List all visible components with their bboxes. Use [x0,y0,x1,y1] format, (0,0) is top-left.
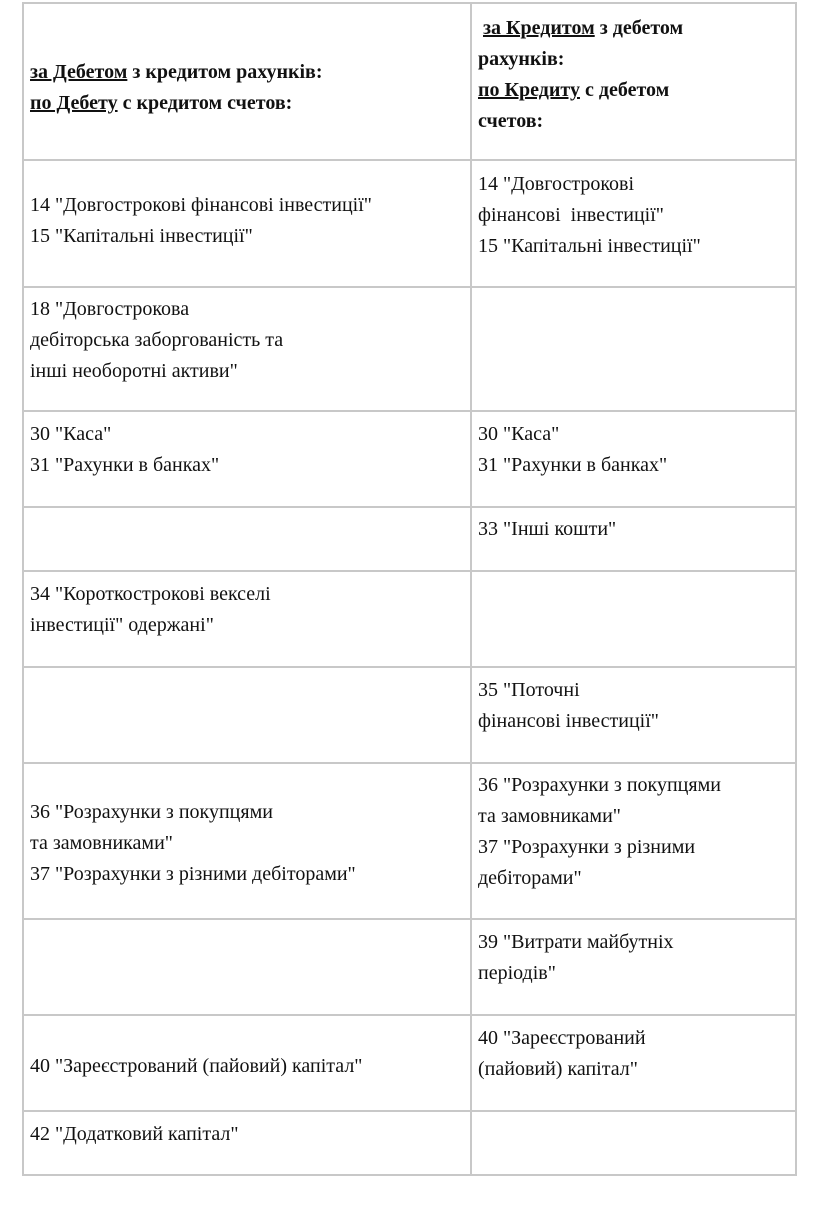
credit-cell [471,507,796,571]
account-line: (пайовий) капітал" [478,1058,638,1080]
account-line: 34 "Короткострокові векселі [30,583,271,605]
credit-ua-underlined: за Кредитом [483,17,595,39]
debit-cell-empty [23,507,471,571]
account-line: 30 "Каса" [478,423,560,445]
header-credit-line-3 [478,75,789,106]
account-line: періодів" [478,962,556,984]
account-line: 14 "Довгострокові [478,173,635,195]
header-debit-cell [23,3,471,160]
account-line: 15 "Капітальні інвестиції" [478,235,701,257]
credit-cell-empty [471,287,796,411]
account-line: 37 "Розрахунки з різними дебіторами" [30,862,356,885]
account-line: та замовниками" [478,805,621,827]
header-row [23,3,796,160]
debit-cell-empty [23,919,471,1015]
debit-cell [23,160,471,287]
table-row [23,763,796,919]
debit-cell [23,1015,471,1111]
account-line: дебіторська заборгованість та [30,329,284,351]
credit-ru-rest: с дебетом [579,79,670,101]
debit-cell [23,1111,471,1175]
account-line: 35 "Поточні [478,679,580,701]
credit-cell [471,667,796,763]
header-debit-line-2 [30,88,464,119]
account-line: 18 "Довгострокова [30,298,190,320]
credit-cell-empty [471,571,796,667]
debit-ua-rest: з кредитом рахунків: [127,60,323,83]
debit-ru-rest: с кредитом счетов: [117,91,293,114]
account-line: 36 "Розрахунки з покупцями [30,800,273,823]
account-line: інші необоротні активи" [30,360,238,382]
table-row [23,1015,796,1111]
header-credit-cell [471,3,796,160]
header-debit-line-1 [30,57,464,88]
credit-cell [471,919,796,1015]
debit-ru-underlined: по Дебету [30,91,118,114]
account-line: 37 "Розрахунки з різними [478,836,696,858]
debit-cell [23,287,471,411]
debit-cell [23,571,471,667]
table-row [23,571,796,667]
table-row [23,160,796,287]
account-line: 42 "Додатковий капітал" [30,1123,239,1145]
debit-ua-underlined: за Дебетом [30,60,128,83]
account-line: 31 "Рахунки в банках" [478,454,668,476]
table-row [23,667,796,763]
debit-cell [23,411,471,507]
account-line: 15 "Капітальні інвестиції" [30,224,253,247]
account-line: фінансові інвестиції" [478,710,659,732]
table-row [23,287,796,411]
account-line: фінансові інвестиції" [478,204,664,226]
account-line: 39 "Витрати майбутніх [478,931,674,953]
account-line: дебіторами" [478,867,582,889]
table-row [23,1111,796,1175]
debit-cell-empty [23,667,471,763]
table-row [23,411,796,507]
accounts-table [22,2,797,1176]
account-line: 30 "Каса" [30,423,112,445]
account-line: інвестиції" одержані" [30,614,214,636]
table-row [23,507,796,571]
header-credit-line-4: счетов: [478,110,544,132]
account-line: 40 "Зареєстрований (пайовий) капітал" [30,1054,363,1077]
debit-cell [23,763,471,919]
credit-cell-empty [471,1111,796,1175]
credit-cell [471,411,796,507]
credit-cell [471,1015,796,1111]
credit-cell [471,160,796,287]
account-line: 36 "Розрахунки з покупцями [478,774,721,796]
table-row [23,919,796,1015]
account-line: та замовниками" [30,831,173,854]
credit-ua-rest: з дебетом [594,17,684,39]
credit-ru-underlined: по Кредиту [478,79,580,101]
account-line: 40 "Зареєстрований [478,1027,646,1049]
account-line: 14 "Довгострокові фінансові інвестиції" [30,193,372,216]
header-credit-line-2: рахунків: [478,48,565,70]
account-line: 33 "Інші кошти" [478,517,617,540]
header-credit-line-1 [478,13,789,44]
credit-cell [471,763,796,919]
account-line: 31 "Рахунки в банках" [30,454,220,476]
